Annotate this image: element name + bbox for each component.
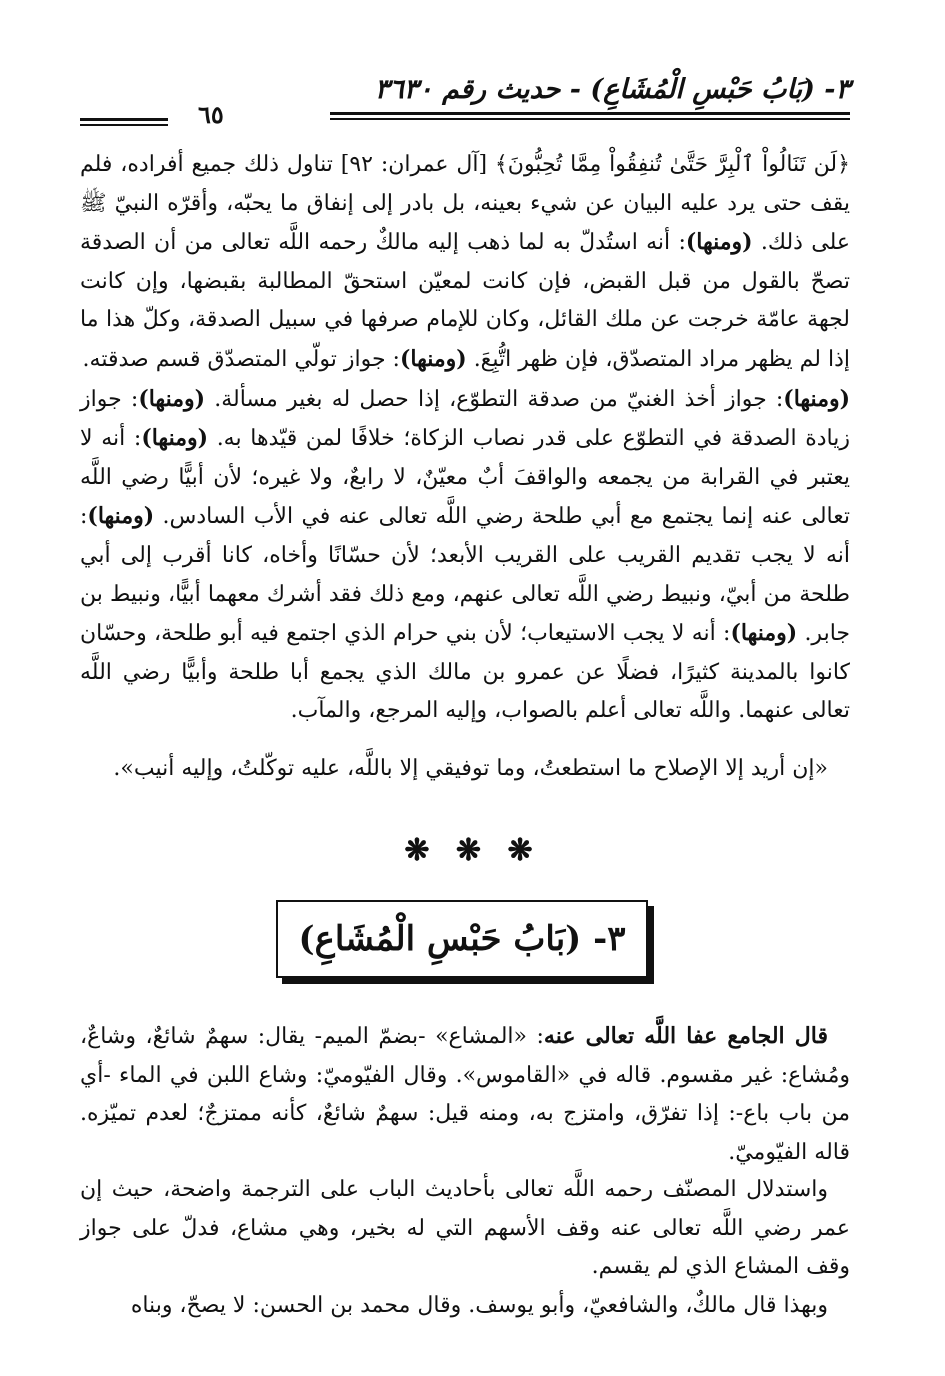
body-paragraph [80, 146, 850, 731]
minha-marker: (ومنها) [783, 385, 851, 412]
minha-marker: (ومنها) [87, 503, 155, 530]
page-number: ٦٥ [198, 100, 224, 129]
chapter-title: ٣- (بَابُ حَبْسِ الْمُشَاعِ) [298, 919, 626, 959]
minha-marker: (ومنها) [399, 345, 467, 372]
running-header [80, 74, 850, 130]
minha-marker: (ومنها) [730, 620, 798, 647]
header-rule [330, 118, 850, 120]
text-segment: «إن أريد إلا الإصلاح ما استطعتُ، وما توفيقي إلا باللَّه، عليه توكّلتُ، وإليه أنيب». [113, 756, 828, 781]
body-paragraph [80, 1017, 850, 1172]
star-separator: ❋ ❋ ❋ [404, 833, 541, 868]
text-segment: واستدلال المصنّف رحمه اللَّه تعالى بأحاديث الباب على الترجمة واضحة، حيث إن عمر رضي اللَّه تعالى عنه وقف الأسهم التي له بخير، وهي مشاع، فدلّ على جواز وقف المشاع الذي لم يقسم. [80, 1177, 850, 1280]
chapter-heading-box [276, 900, 648, 978]
minha-marker: (ومنها) [138, 385, 206, 412]
text-segment: : جواز تولّي المتصدّق قسم صدقته. [82, 346, 400, 372]
body-paragraph [80, 1171, 850, 1287]
text-segment: : «المشاع» -بضمّ الميم- يقال: سهمٌ شائعٌ، وشاعٌ، ومُشاع: غير مقسوم. قاله في «القاموس». وقال الفيّوميّ: وشاع اللبن في الماء -أي من باب باع-: إذا تفرّق، وامتزج به، ومنه قيل: سهمٌ شائعٌ، كأنه ممتزجٌ؛ لعدم تميّزه. قاله الفيّوميّ. [80, 1024, 850, 1165]
text-segment: : جواز أخذ الغنيّ من صدقة التطوّع، إذا حصل له بغير مسألة. [214, 386, 784, 412]
text-segment: : أنه لا يعتبر في القرابة من يجمعه والواقفَ أبٌ معيّنٌ، لا رابعٌ، ولا غيره؛ لأن أبيًّا رضي اللَّه تعالى عنه إنما يجتمع مع أبي طلحة رضي اللَّه تعالى عنه في الأب السادس. [80, 426, 850, 530]
text-segment: ﴿لَن تَنَالُواْ ٱلْبِرَّ حَتَّىٰ تُنفِقُواْ مِمَّا تُحِبُّونَ﴾ [آل عمران: ٩٢] تناول ذلك جميع أفراده، فلم يقف حتى يرد عليه البيان عن شيء بعينه، بل بادر إلى إنفاق ما يحبّه، وأقرّه النبيّ ﷺ على ذلك. [80, 152, 850, 256]
author-remark-label: قال الجامع عفا اللَّه تعالى عنه [543, 1023, 828, 1049]
text-segment: : أنه لا يجب تقديم القريب على القريب الأبعد؛ لأن حسّانًا وأخاه، كانا أقرب إلى أبي طلحة من أبيّ، ونبيط رضي اللَّه تعالى عنهم، ومع ذلك فقد أشرك معهما أبيًّا، ونبيط بن جابر. [80, 504, 850, 647]
text-segment: : جواز زيادة الصدقة في التطوّع على قدر نصاب الزكاة؛ خلافًا لمن قيّدها به. [80, 386, 850, 452]
header-rule [80, 118, 168, 121]
closing-dua-paragraph [80, 750, 850, 789]
text-segment: : أنه لا يجب الاستيعاب؛ لأن بني حرام الذي اجتمع فيه أبو طلحة، وحسّان كانوا بالمدينة كثيرًا، فضلًا عن عمرو بن مالك الذي يجمع أبا طلحة وأبيًّا رضي اللَّه تعالى عنهما. واللَّه تعالى أعلم بالصواب، وإليه المرجع، والمآب. [80, 621, 850, 724]
running-title: ٣- (بَابُ حَبْسِ الْمُشَاعِ) - حديث رقم ٣٦٣٠ [374, 74, 850, 105]
text-segment: : أنه استُدلّ به لما ذهب إليه مالكٌ رحمه اللَّه تعالى من أن الصدقة تصحّ بالقول من قبل القبض، فإن كانت لمعيّن استحقّ المطالبة بقبضها، وإن كانت لجهة عامّة خرجت عن ملك القائل، وكان للإمام صرفها في سبيل الصدقة، وكلّ هذا ما إذا لم يظهر مراد المتصدّق، فإن ظهر اتُّبِعَ. [80, 230, 850, 372]
minha-marker: (ومنها) [141, 425, 209, 452]
header-rule [330, 112, 850, 115]
text-segment: وبهذا قال مالكٌ، والشافعيّ، وأبو يوسف. وقال محمد بن الحسن: لا يصحّ، وبناه [130, 1293, 828, 1318]
minha-marker: (ومنها) [685, 229, 753, 256]
body-paragraph [80, 1287, 850, 1326]
header-rule [80, 124, 168, 126]
